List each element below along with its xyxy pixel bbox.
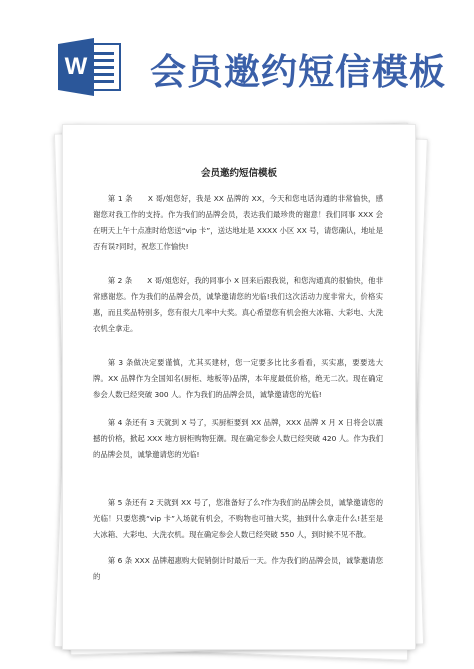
banner	[0, 0, 474, 110]
paragraph-6: 第 6 条 XXX 品牌超惠购大促销倒计时最后一天。作为我们的品牌会员，诚挚邀请您的	[93, 556, 383, 581]
paragraph-4: 第 4 条还有 3 天就到 X 号了，买厨柜要到 XX 品牌，XXX 品牌 X 月 X 日将会以震撼的价格，掀起 XXX 地方厨柜购物狂潮。现在确定参会人数已经突破 420 人。作为我们的品牌会员，诚挚邀请您的光临!	[93, 418, 383, 459]
paragraph-1: 第 1 条 X 哥/姐您好，我是 XX 品牌的 XX，今天和您电话沟通的非常愉快，感谢您对我工作的支持。作为我们的品牌会员，表达我们最珍贵的谢意！我们同事 XXX 会在明天上午十点准时给您送“vip 卡”，送达地址是 XXXX 小区 XX 号，请您确认，地址是否有误?同时，祝您工作愉快!	[93, 194, 384, 251]
document-title: 会员邀约短信模板	[200, 168, 277, 179]
paragraph-3: 第 3 条做决定要谨慎，尤其买建材，您一定要多比比多看看，买实惠，要要选大牌。XX 品牌作为全国知名(厨柜、地板等)品牌，本年度最低价格，绝无二次。现在确定参会人数已经突破 300 人。作为我们的品牌会员，诚挚邀请您的光临!	[93, 358, 383, 399]
document-preview	[54, 118, 424, 658]
word-icon	[58, 38, 124, 96]
banner-title: 会员邀约短信模板	[150, 52, 447, 93]
paragraph-5: 第 5 条还有 2 天就到 XX 号了，您准备好了么?作为我们的品牌会员，诚挚邀请您的光临！只要您携“vip 卡”入场就有机会，不购物也可抽大奖，抽到什么拿走什么!甚至是大冰箱、大彩电、大洗衣机。现在确定参会人数已经突破 550 人，到时候不见不散。	[93, 498, 383, 539]
svg-text:W: W	[64, 53, 88, 80]
paragraph-2: 第 2 条 X 哥/姐您好，我的同事小 X 回来后跟我说，和您沟通真的很愉快，他非常感谢您。作为我们的品牌会员，诚挚邀请您的光临!我们这次活动力度非常大，价格实惠，而且奖品特别多，您有很大几率中大奖。真心希望您有机会抱大冰箱、大彩电、大洗衣机全拿走。	[93, 276, 383, 333]
paper-sheet-front	[62, 124, 416, 650]
